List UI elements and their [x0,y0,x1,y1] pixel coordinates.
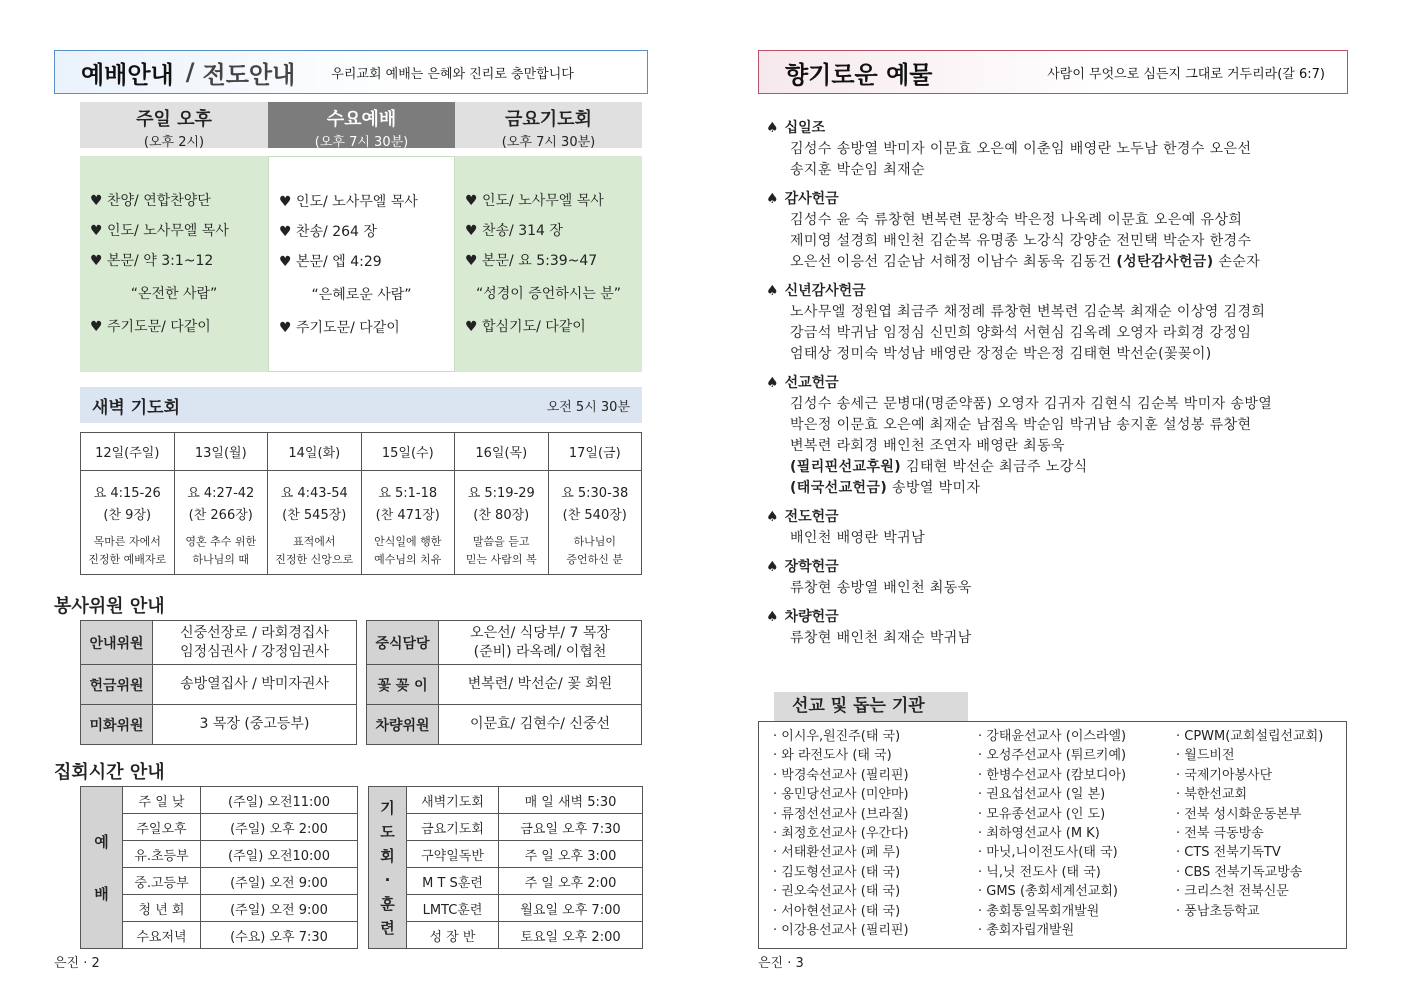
mission-entry: · 김도형선교사 (태 국) [773,864,901,880]
topic-line: 영혼 추수 위한 [185,534,257,548]
offering-section-thanksgiving [766,189,1346,273]
mission-entry: · 박경숙선교사 (필리핀) [773,767,909,783]
group-char: 예 [94,832,109,851]
offerings-header [758,50,1348,94]
service-item: ♥ 인도/ 노사무엘 목사 [279,194,418,210]
mission-entry: · 북한선교회 [1176,787,1248,803]
dawn-cell [81,471,175,575]
offering-names: 변복련 라회경 배인천 조연자 배영란 최동욱 [790,438,1065,454]
dawn-prayer-time: 오전 5시 30분 [546,399,630,415]
header-subtitle: 우리교회 예배는 은혜와 진리로 충만합니다 [331,66,574,82]
service-item: ♥ 본문/ 약 3:1~12 [90,253,214,269]
spade-icon: ♠ [766,283,779,299]
offering-names: 강금석 박귀남 임정심 신민희 양화석 서현심 김옥례 오영자 라회경 강정임 [790,325,1252,341]
offering-names: 송지훈 박순임 최재순 [790,162,926,178]
offering-title: ♠ 신년감사헌금 [766,283,866,299]
mission-entry: · CBS 전북기독교방송 [1176,864,1303,880]
service-body-friday [455,156,642,372]
mission-entry: · 옹민당선교사 (미얀마) [773,787,909,803]
table-row [81,814,358,841]
offering-section-tithe [766,118,1346,181]
offering-names: 오은선 이응선 김순남 서해정 이남수 최동욱 김동건 (성탄감사헌금) 손순자 [790,254,1261,270]
group-char: 배 [94,884,109,903]
mission-entry: · 총회통일목회개발원 [978,903,1100,919]
table-row [81,895,358,922]
meeting-name: 주 일 낮 [123,787,201,814]
table-row [81,841,358,868]
table-row [367,705,642,745]
table-row [81,621,357,665]
group-char: 회 [380,846,395,865]
service-closing: ♥ 합심기도/ 다같이 [465,319,586,335]
missions-title: 선교 및 돕는 기관 [774,692,968,721]
service-item: ♥ 본문/ 엡 4:29 [279,254,382,270]
mission-entry: · 크리스천 전북신문 [1176,884,1289,900]
volunteer-names: 이문효/ 김현수/ 신중선 [439,705,642,745]
table-row [369,841,643,868]
table-row [81,665,357,705]
topic-line: 증언하신 분 [566,552,624,566]
topic-line: 말씀을 듣고 [472,534,530,548]
missions-column-2 [978,727,1176,948]
volunteer-line: (준비) 라옥례/ 이협천 [473,643,607,660]
volunteer-role: 차량위원 [367,705,439,745]
meeting-time: (주일) 오전10:00 [201,841,358,868]
mission-entry: · 오성주선교사 (튀르키예) [978,748,1127,764]
spade-icon: ♠ [766,191,779,207]
header-title-evangelism: 전도안내 [202,60,296,89]
offering-title: ♠ 십일조 [766,120,826,136]
mission-entry: · 한병수선교사 (캄보디아) [978,767,1127,783]
hymn-number: (찬 545장) [282,507,347,523]
volunteer-names: 송방열집사 / 박미자권사 [153,665,357,705]
service-name: 주일 오후 [136,109,212,130]
hymn-number: (찬 471장) [375,507,440,523]
offering-names: (태국선교헌금) 송방열 박미자 [790,480,981,496]
offering-title: ♠ 선교헌금 [766,375,839,391]
offering-names: 제미영 설경희 배인천 김순복 유명종 노강식 강양순 전민택 박순자 한경수 [790,233,1252,249]
day-cell: 16일(목) [455,433,549,471]
day-cell: 17일(금) [548,433,642,471]
spade-icon: ♠ [766,509,779,525]
scripture-ref: 요 5:1-18 [378,485,438,501]
volunteers-title: 봉사위원 안내 [54,596,165,617]
meeting-name: 새벽기도회 [407,787,499,814]
volunteer-line: 임정심권사 / 강정임권사 [180,643,329,660]
topic-line: 믿는 사람의 복 [465,552,537,566]
offering-section-new-year [766,281,1346,365]
table-row [367,621,642,665]
volunteer-names: 3 목장 (중고등부) [153,705,357,745]
topic-line: 진정한 신앙으로 [275,552,354,566]
table-row [81,471,642,575]
mission-entry: · 국제기아봉사단 [1176,767,1273,783]
meeting-time: (주일) 오후 2:00 [201,814,358,841]
dawn-cell [361,471,455,575]
offering-section-scholarship [766,557,1346,599]
missions-column-3 [1176,727,1346,948]
table-row [81,433,642,471]
header-separator: / [185,58,195,86]
offering-names: 류창현 송방열 배인천 최동욱 [790,580,972,596]
table-row [81,868,358,895]
volunteer-line: 신중선장로 / 라회경집사 [180,624,329,641]
header-title-offerings: 향기로운 예물 [785,60,933,89]
mission-entry: · 월드비전 [1176,748,1235,764]
service-item: ♥ 찬송/ 314 장 [465,223,563,239]
volunteer-names [439,621,642,665]
spade-icon: ♠ [766,120,779,136]
topic-line: 목마른 자에서 [93,534,161,548]
mission-entry: · 와 라전도사 (태 국) [773,748,892,764]
dawn-prayer-table [80,432,642,575]
dawn-cell [174,471,268,575]
meeting-name: 중.고등부 [123,868,201,895]
topic-line: 안식일에 행한 [374,534,442,548]
offering-tag: (성탄감사헌금) [1116,254,1214,270]
meeting-time: 매 일 새벽 5:30 [499,787,643,814]
offering-tag: (태국선교헌금) [790,480,888,496]
meeting-time: (주일) 오전 9:00 [201,868,358,895]
mission-entry: · 전북 성시화운동본부 [1176,806,1302,822]
group-char: 훈 [380,894,395,913]
offering-names: 김성수 윤 숙 류창현 변복련 문창숙 박은정 나옥례 이문효 오은예 유상희 [790,212,1243,228]
group-char: · [384,870,391,889]
dawn-cell [548,471,642,575]
meeting-time: 금요일 오후 7:30 [499,814,643,841]
service-body-sunday-afternoon [80,156,268,372]
left-page [0,0,700,992]
offering-title: ♠ 감사헌금 [766,191,839,207]
day-cell: 15일(수) [361,433,455,471]
service-head-friday [455,102,642,148]
mission-entry: · CTS 전북기독TV [1176,845,1281,861]
offering-names: (필리핀선교후원) 김태현 박선순 최금주 노강식 [790,459,1088,475]
meeting-name: 구약일독반 [407,841,499,868]
mission-entry: · 강태윤선교사 (이스라엘) [978,729,1127,744]
service-time: (오후 7시 30분) [501,135,596,150]
offering-title: ♠ 장학헌금 [766,559,839,575]
service-name: 금요기도회 [505,109,592,130]
offering-title: ♠ 전도헌금 [766,509,839,525]
scripture-ref: 요 5:30-38 [561,485,629,501]
volunteer-role: 중식담당 [367,621,439,665]
table-row [81,705,357,745]
table-row [81,922,358,949]
mission-entry: · 권오숙선교사 (태 국) [773,884,901,900]
mission-entry: · 류정선선교사 (브라질) [773,806,909,822]
hymn-number: (찬 540장) [562,507,627,523]
spade-icon: ♠ [766,375,779,391]
topic-line: 진정한 예배자로 [88,552,167,566]
table-row [369,922,643,949]
mission-entry: · 마닛,니이전도사(태 국) [978,845,1118,861]
worship-header [54,50,648,94]
meeting-name: M T S훈련 [407,868,499,895]
service-name: 수요예배 [326,109,397,130]
spade-icon: ♠ [766,559,779,575]
mission-entry: · 총회자립개발원 [978,923,1075,939]
group-char: 도 [380,822,395,841]
group-char: 기 [380,798,395,817]
sermon-theme: “은혜로운 사람” [311,287,412,303]
table-row [81,787,358,814]
hymn-number: (찬 9장) [103,507,152,523]
mission-entry: · 이시우,원진주(태 국) [773,729,901,744]
volunteer-role: 꽃 꽂 이 [367,665,439,705]
topic-line: 예수님의 치유 [374,552,442,566]
offering-names: 류창현 배인천 최재순 박귀남 [790,630,972,646]
service-closing: ♥ 주기도문/ 다같이 [90,319,211,335]
meetings-title: 집회시간 안내 [54,762,165,783]
mission-entry: · 최정호선교사 (우간다) [773,826,909,842]
missions-column-1 [773,727,978,948]
day-cell: 12일(주일) [81,433,175,471]
day-cell: 13일(월) [174,433,268,471]
meeting-time: 주 일 오후 3:00 [499,841,643,868]
volunteer-role: 안내위원 [81,621,153,665]
service-item: ♥ 찬송/ 264 장 [279,224,377,240]
mission-entry: · 모유종선교사 (인 도) [978,806,1106,822]
offering-title: ♠ 차량헌금 [766,609,839,625]
meeting-time: (주일) 오전11:00 [201,787,358,814]
page-number-right: 은진 · 3 [758,956,804,971]
topic-line: 표적에서 [292,534,336,548]
offering-section-vehicle [766,607,1346,649]
page-number-left: 은진 · 2 [54,956,100,971]
offering-names: 배인천 배영란 박귀남 [790,530,926,546]
meeting-name: 주일오후 [123,814,201,841]
hymn-number: (찬 80장) [473,507,530,523]
table-row [369,868,643,895]
meeting-time: 월요일 오후 7:00 [499,895,643,922]
dawn-cell [268,471,362,575]
table-row [369,787,643,814]
table-row [369,814,643,841]
meeting-name: 금요기도회 [407,814,499,841]
day-cell: 14일(화) [268,433,362,471]
volunteers-table-right [366,620,642,745]
volunteer-names [153,621,357,665]
meeting-time: 토요일 오후 2:00 [499,922,643,949]
volunteer-line: 오은선/ 식당부/ 7 목장 [470,624,610,641]
mission-entry: · 서태환선교사 (페 루) [773,845,901,861]
volunteers-table-left [80,620,357,745]
right-page [700,0,1403,992]
volunteer-role: 헌금위원 [81,665,153,705]
meetings-table-prayer-training [368,786,643,949]
offering-names: 김성수 송세근 문병대(명준약품) 오영자 김귀자 김현식 김순복 박미자 송방열 [790,396,1273,412]
meeting-time: (수요) 오후 7:30 [201,922,358,949]
offerings-list [766,118,1346,657]
service-body-wednesday [268,156,455,372]
volunteer-role: 미화위원 [81,705,153,745]
spade-icon: ♠ [766,609,779,625]
offering-section-evangelism [766,507,1346,549]
mission-entry: · 닉,닛 전도사 (태 국) [978,864,1101,880]
header-verse: 사람이 무엇으로 심든지 그대로 거두리라(갈 6:7) [1047,66,1325,82]
offering-names: 박은정 이문효 오은예 최재순 남점옥 박순임 박귀남 송지훈 설성봉 류창현 [790,417,1252,433]
scripture-ref: 요 4:27-42 [187,485,255,501]
mission-entry: · 풍남초등학교 [1176,903,1260,919]
mission-entry: · 전북 극동방송 [1176,826,1264,842]
table-row [367,665,642,705]
dawn-cell [455,471,549,575]
table-row [369,895,643,922]
meeting-group-label [81,787,123,949]
scripture-ref: 요 5:19-29 [467,485,535,501]
topic-line: 하나님이 [573,534,616,548]
mission-entry: · 권요섭선교사 (일 본) [978,787,1106,803]
mission-entry: · 최하영선교사 (M K) [978,826,1100,842]
meeting-name: 유.초등부 [123,841,201,868]
mission-entry: · 서아현선교사 (태 국) [773,903,901,919]
meeting-name: LMTC훈련 [407,895,499,922]
hymn-number: (찬 266장) [188,507,253,523]
sermon-theme: “온전한 사람” [130,286,218,302]
service-item: ♥ 인도/ 노사무엘 목사 [465,193,604,209]
dawn-prayer-bar [80,387,642,423]
service-time: (오후 2시) [143,135,205,150]
service-item: ♥ 찬양/ 연합찬양단 [90,193,211,209]
scripture-ref: 요 4:15-26 [93,485,161,501]
missions-box [758,721,1347,949]
service-head-wednesday [268,102,455,148]
meeting-time: 주 일 오후 2:00 [499,868,643,895]
mission-entry: · CPWM(교회설립선교회) [1176,729,1324,744]
topic-line: 하나님의 때 [192,552,250,566]
meeting-name: 성 장 반 [407,922,499,949]
offering-names: 엄태상 정미숙 박성남 배영란 장정순 박은정 김태현 박선순(꽃꽂이) [790,346,1212,362]
service-item: ♥ 본문/ 요 5:39~47 [465,253,598,269]
meeting-group-label [369,787,407,949]
offering-tag: (필리핀선교후원) [790,459,902,475]
volunteer-names: 변복련/ 박선순/ 꽃 회원 [439,665,642,705]
offering-names: 노사무엘 정원엽 최금주 채정례 류창현 변복련 김순복 최재순 이상영 김경희 [790,304,1266,320]
mission-entry: · 이강용선교사 (필리핀) [773,923,909,939]
service-time: (오후 7시 30분) [314,135,409,150]
meeting-time: (주일) 오전 9:00 [201,895,358,922]
offering-section-mission [766,373,1346,499]
service-closing: ♥ 주기도문/ 다같이 [279,320,400,336]
offering-names: 김성수 송방열 박미자 이문효 오은예 이춘임 배영란 노두남 한경수 오은선 [790,141,1252,157]
service-head-sunday-afternoon [80,102,268,148]
meeting-name: 수요저녁 [123,922,201,949]
sermon-theme: “성경이 증언하시는 분” [475,286,622,302]
meeting-name: 청 년 회 [123,895,201,922]
group-char: 련 [380,918,395,937]
scripture-ref: 요 4:43-54 [280,485,348,501]
mission-entry: · GMS (총회세계선교회) [978,884,1118,900]
dawn-prayer-title: 새벽 기도회 [92,397,181,418]
meetings-table-worship [80,786,358,949]
header-title-worship: 예배안내 [81,60,174,89]
service-item: ♥ 인도/ 노사무엘 목사 [90,223,229,239]
